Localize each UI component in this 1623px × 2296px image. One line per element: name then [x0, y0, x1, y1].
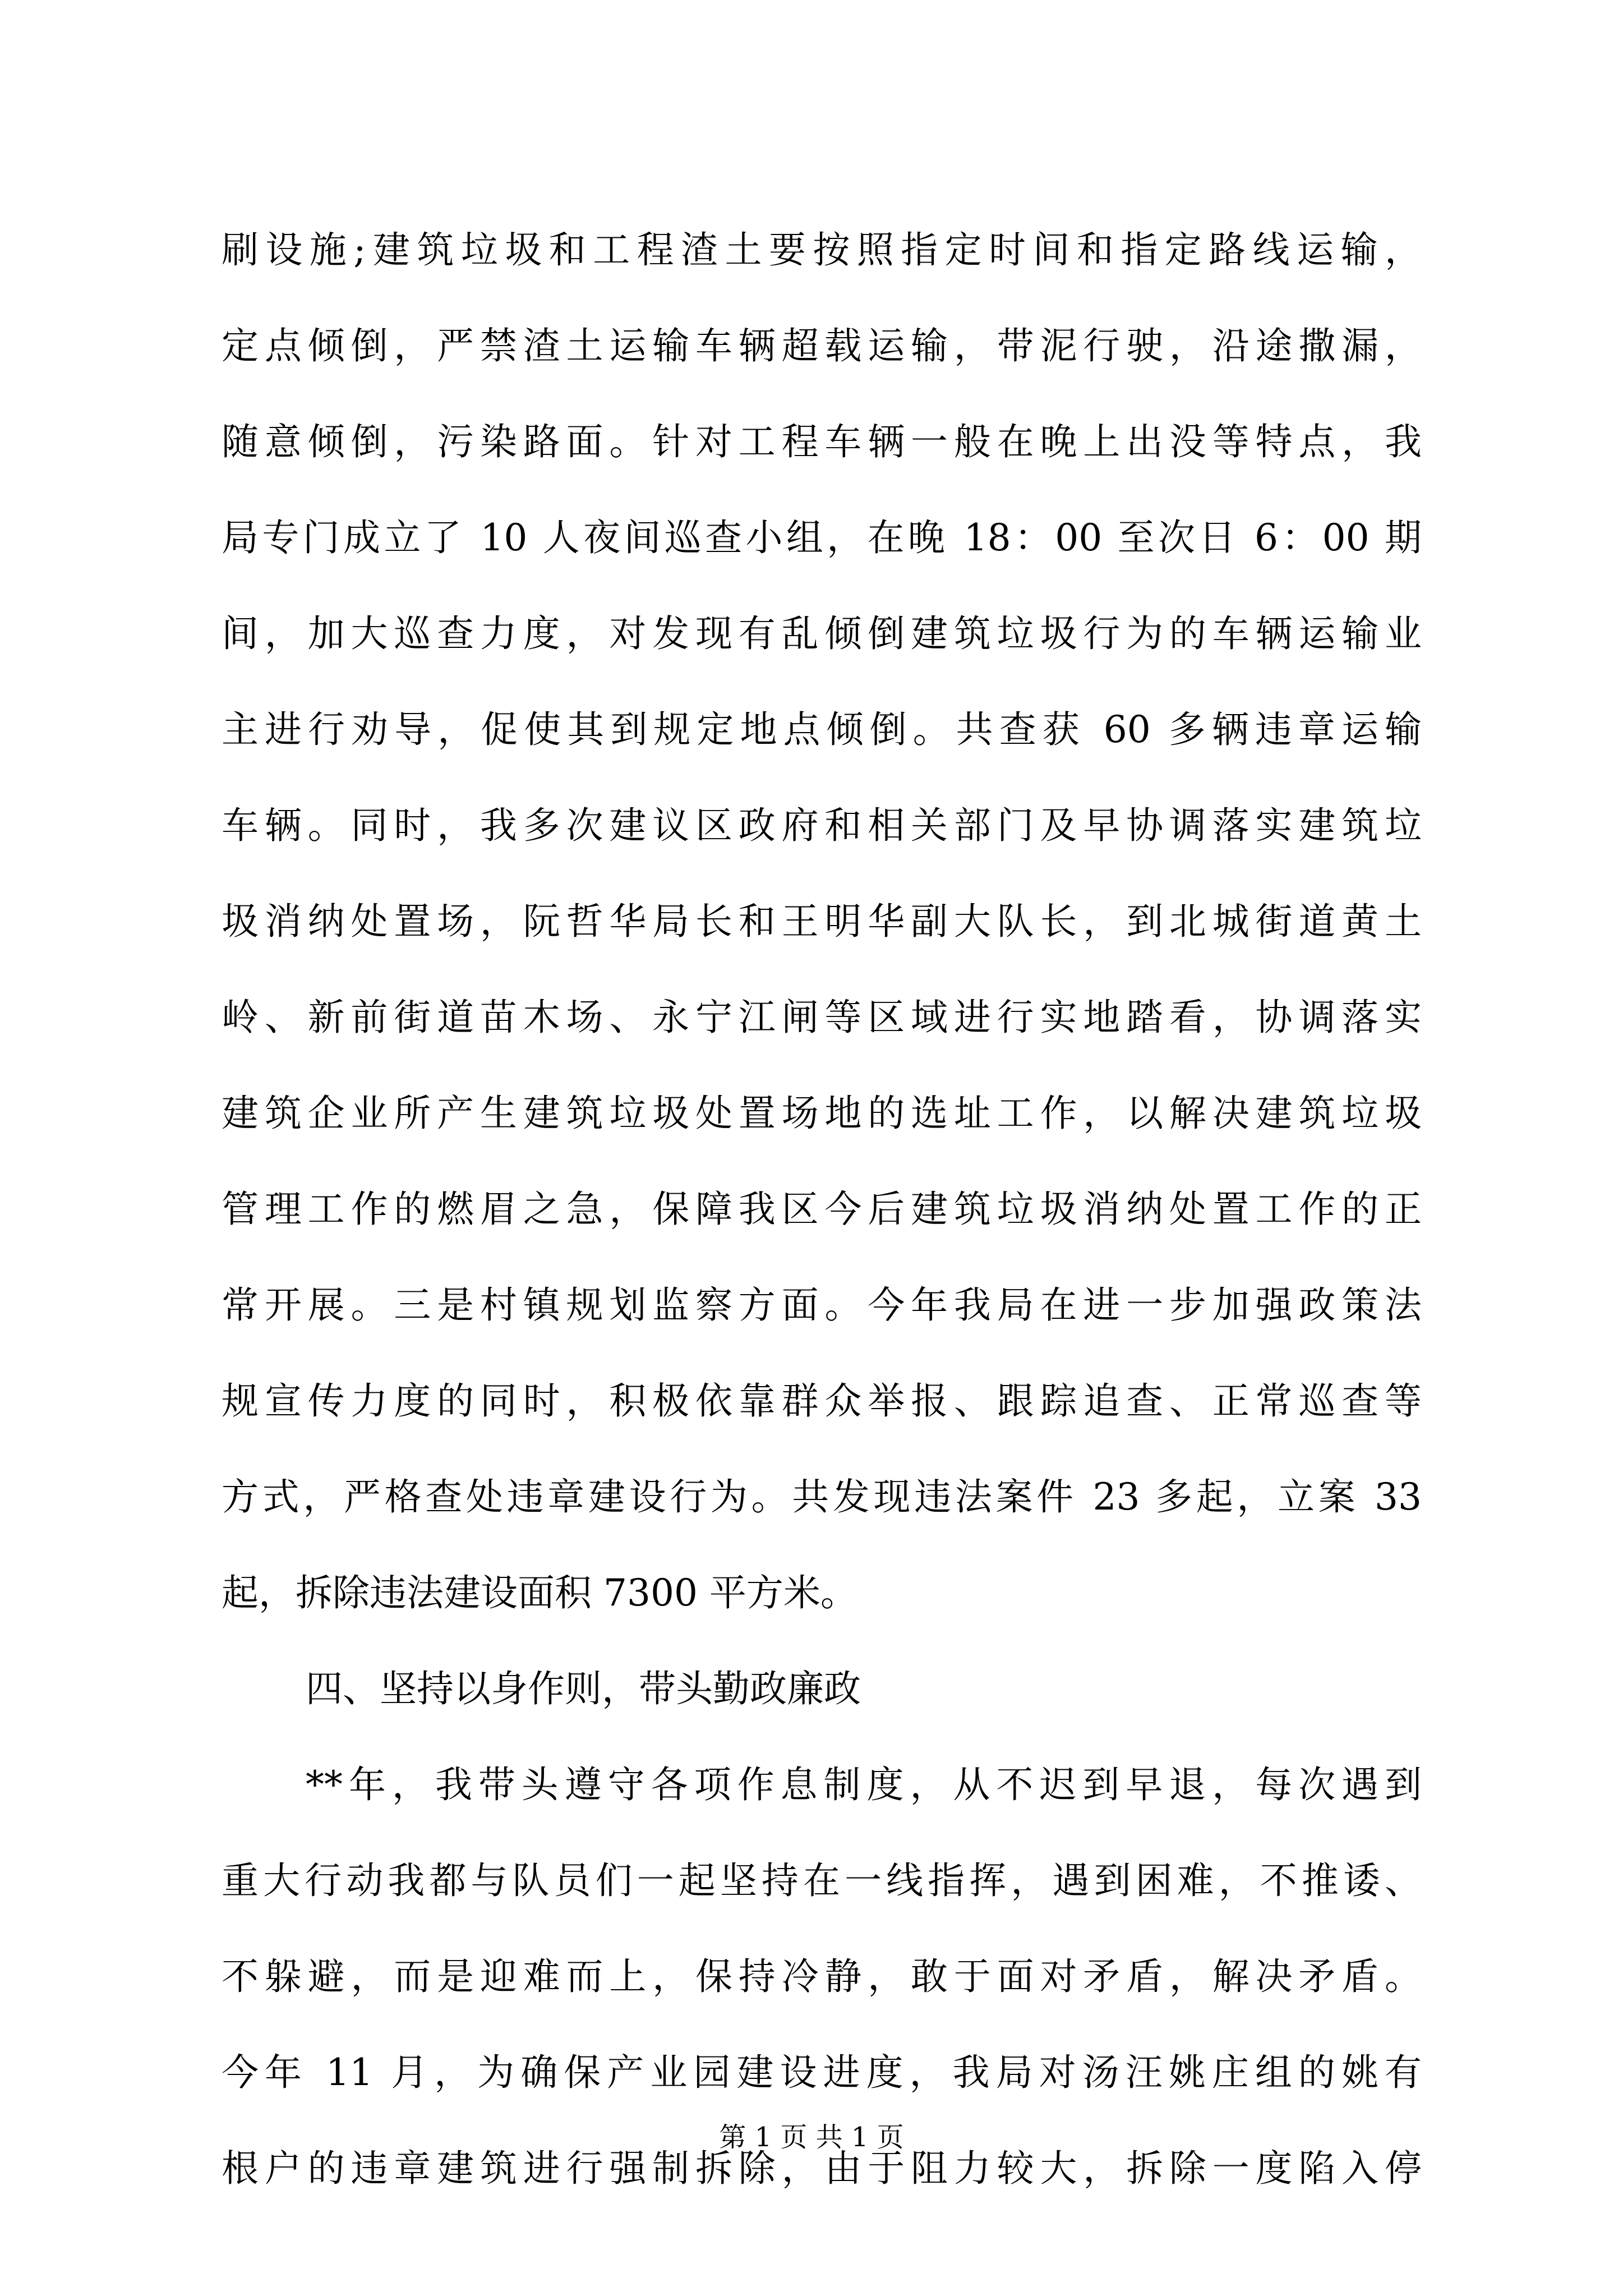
paragraph-line: 常开展。三是村镇规划监察方面。今年我局在进一步加强政策法 — [222, 1283, 1422, 1327]
paragraph-line: 刷设施;建筑垃圾和工程渣土要按照指定时间和指定路线运输， — [222, 228, 1422, 272]
paragraph-line: 规宣传力度的同时，积极依靠群众举报、跟踪追查、正常巡查等 — [222, 1379, 1422, 1423]
paragraph-line: 随意倾倒，污染路面。针对工程车辆一般在晚上出没等特点，我 — [222, 420, 1422, 463]
document-body — [222, 202, 1422, 2216]
paragraph-line: 圾消纳处置场，阮哲华局长和王明华副大队长，到北城街道黄土 — [222, 900, 1422, 943]
paragraph-line: 定点倾倒，严禁渣土运输车辆超载运输，带泥行驶，沿途撒漏， — [222, 324, 1422, 367]
paragraph-line: 间，加大巡查力度，对发现有乱倾倒建筑垃圾行为的车辆运输业 — [222, 612, 1422, 655]
paragraph-line: 岭、新前街道苗木场、永宁江闸等区域进行实地踏看，协调落实 — [222, 996, 1422, 1039]
paragraph-line: 局专门成立了 10 人夜间巡查小组，在晚 18：00 至次日 6：00 期 — [222, 516, 1422, 559]
paragraph-line: 起，拆除违法建设面积 7300 平方米。 — [222, 1571, 857, 1614]
paragraph-line: 重大行动我都与队员们一起坚持在一线指挥，遇到困难，不推诿、 — [222, 1859, 1422, 1902]
paragraph-line: 根户的违章建筑进行强制拆除，由于阻力较大，拆除一度陷入停 — [222, 2147, 1422, 2190]
paragraph-line: 管理工作的燃眉之急，保障我区今后建筑垃圾消纳处置工作的正 — [222, 1188, 1422, 1231]
paragraph-line: 建筑企业所产生建筑垃圾处置场地的选址工作，以解决建筑垃圾 — [222, 1092, 1422, 1135]
page-number-footer: 第 1 页 共 1 页 — [719, 2122, 904, 2153]
paragraph-line: 主进行劝导，促使其到规定地点倾倒。共查获 60 多辆违章运输 — [222, 708, 1422, 751]
section-heading: 四、坚持以身作则，带头勤政廉政 — [306, 1667, 861, 1710]
paragraph-line: 不躲避，而是迎难而上，保持冷静，敢于面对矛盾，解决矛盾。 — [222, 1955, 1422, 1998]
paragraph-line: 方式，严格查处违章建设行为。共发现违法案件 23 多起，立案 33 — [222, 1475, 1422, 1519]
paragraph-line: **年，我带头遵守各项作息制度，从不迟到早退，每次遇到 — [306, 1763, 1422, 1806]
paragraph-line: 车辆。同时，我多次建议区政府和相关部门及早协调落实建筑垃 — [222, 804, 1422, 847]
paragraph-line: 今年 11 月，为确保产业园建设进度，我局对汤汪姚庄组的姚有 — [222, 2051, 1422, 2094]
